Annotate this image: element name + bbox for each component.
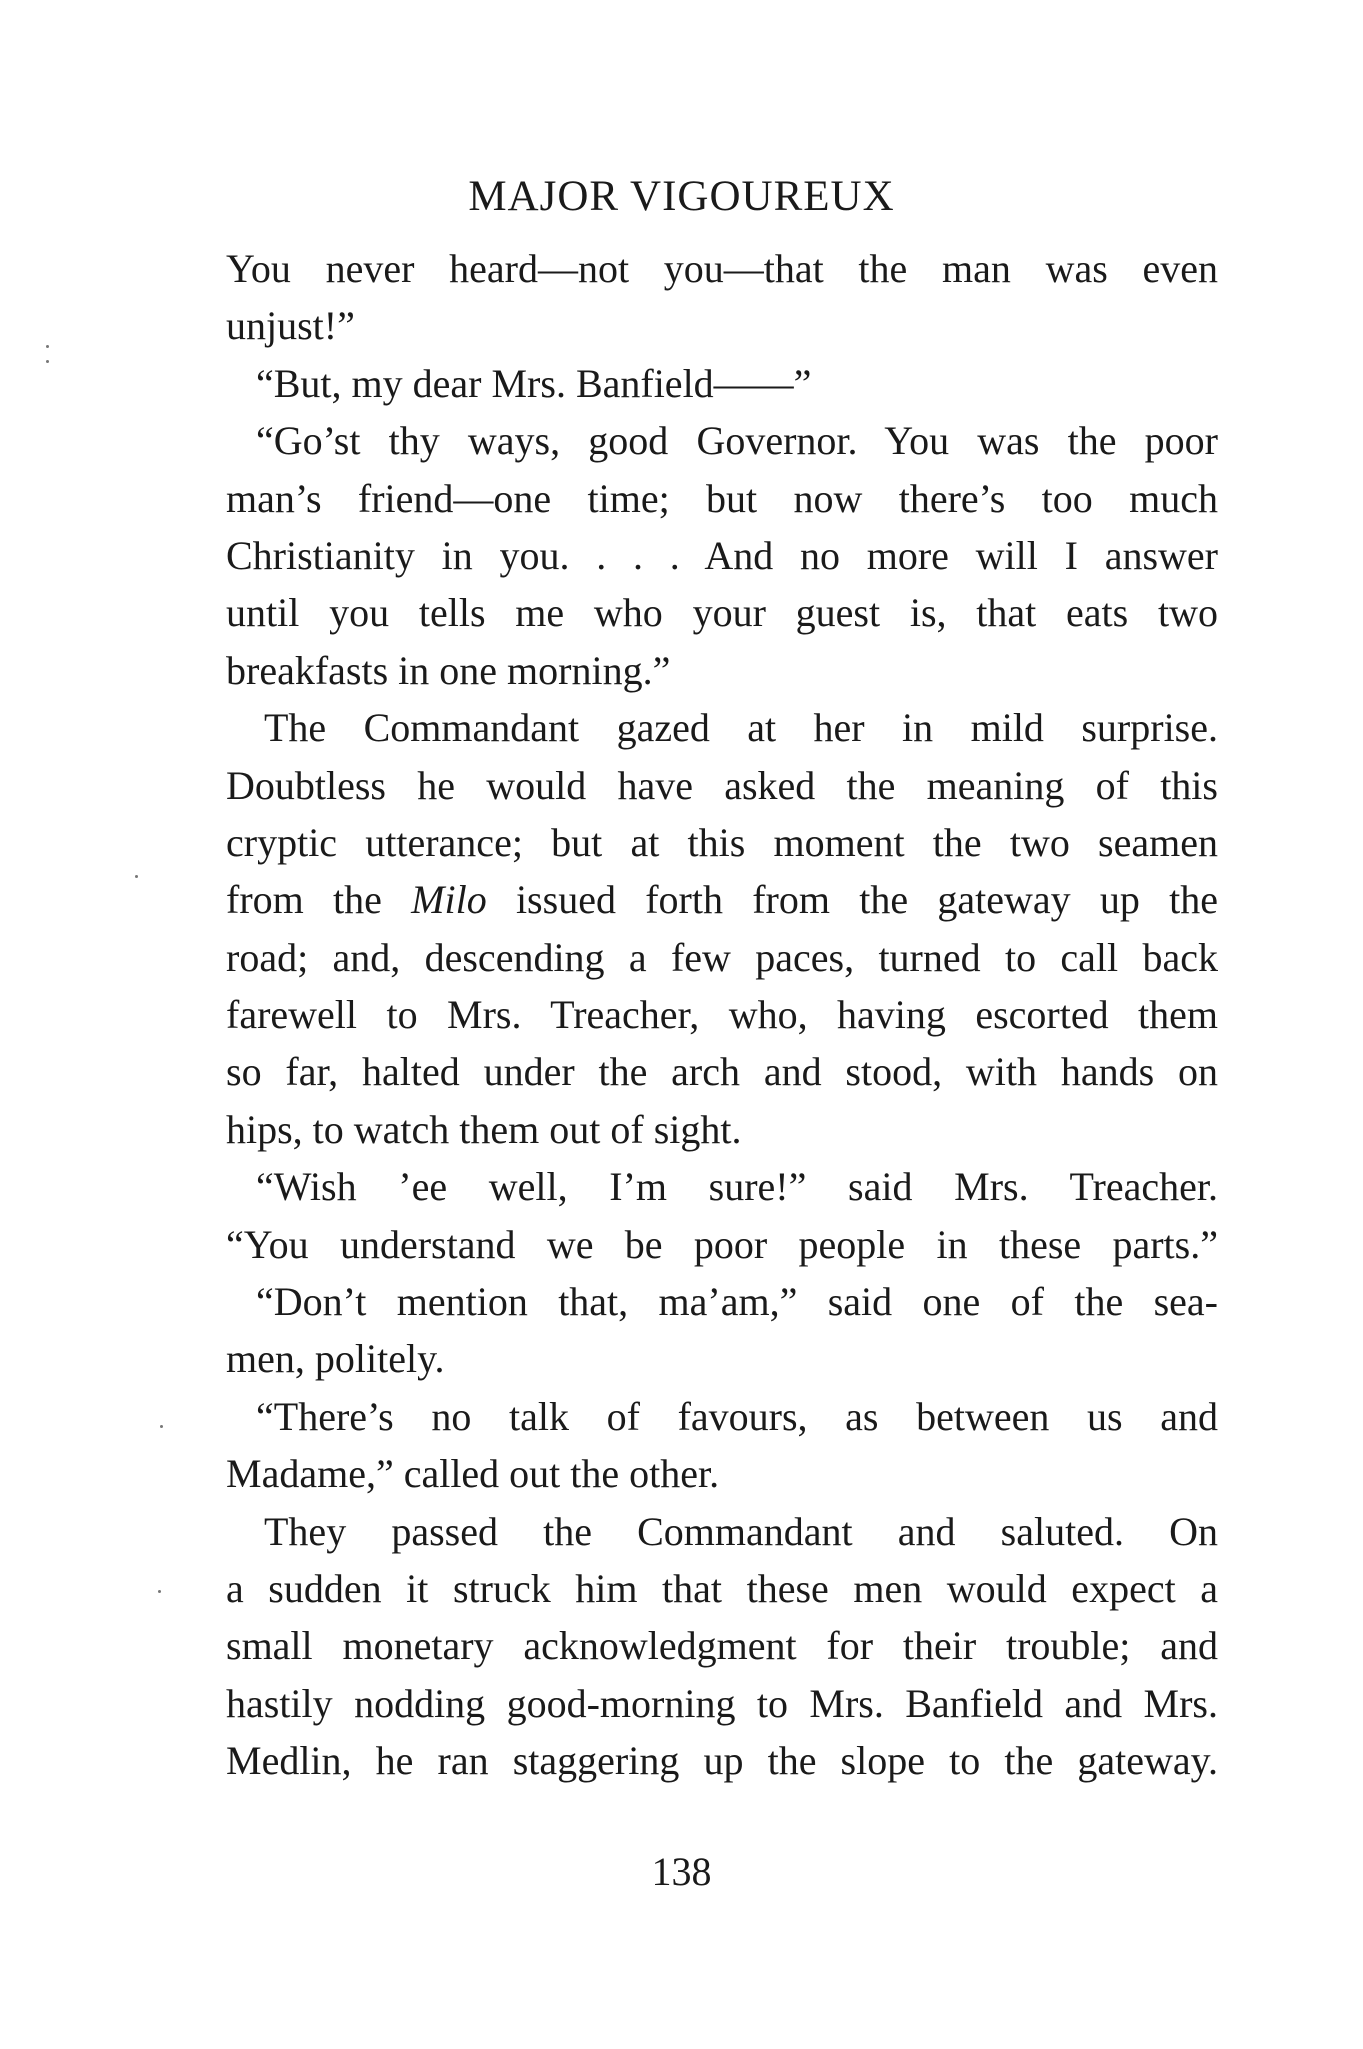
margin-speck [46,345,49,348]
text-line: from the Milo issued forth from the gateway up the [226,877,1218,923]
body-text [226,240,1218,1790]
text-line: hips, to watch them out of sight. [226,1106,742,1152]
margin-speck [135,875,138,878]
text-line: “Don’t mention that, ma’am,” said one of the sea- [256,1279,1218,1325]
text-line: unjust!” [226,303,355,349]
margin-speck [160,1425,163,1428]
ship-name: Milo [411,877,487,923]
text-line: small monetary acknowledgment for their trouble; and [226,1623,1218,1669]
text-line: hastily nodding good-morning to Mrs. Banfield and Mrs. [226,1680,1218,1726]
text-line: “There’s no talk of favours, as between us and [256,1393,1218,1439]
text-line: until you tells me who your guest is, that eats two [226,590,1218,636]
text-line: Doubtless he would have asked the meaning of this [226,762,1218,808]
text-line: “Go’st thy ways, good Governor. You was the poor [256,418,1218,464]
text-line: men, politely. [226,1336,445,1382]
text-line: Madame,” called out the other. [226,1451,720,1497]
page-number: 138 [651,1849,712,1894]
text-line: “You understand we be poor people in these parts.” [226,1221,1218,1267]
text-line: The Commandant gazed at her in mild surprise. [264,705,1218,751]
text-line: “But, my dear Mrs. Banfield——” [256,360,812,406]
text-line: Medlin, he ran staggering up the slope to the gateway. [226,1738,1218,1784]
text-line: You never heard—not you—that the man was even [226,246,1218,291]
text-line: breakfasts in one morning.” [226,647,671,693]
text-line: road; and, descending a few paces, turned to call back [226,934,1218,980]
margin-speck [46,360,49,363]
text-line: a sudden it struck him that these men would expect a [226,1565,1218,1611]
text-line: They passed the Commandant and saluted. On [264,1508,1218,1554]
text-line: Christianity in you. . . . And no more will I answer [226,532,1218,578]
text-line: “Wish ’ee well, I’m sure!” said Mrs. Treacher. [256,1164,1218,1210]
text-line: so far, halted under the arch and stood, with hands on [226,1049,1218,1095]
text-line: cryptic utterance; but at this moment the two seamen [226,819,1218,865]
margin-speck [158,1590,161,1593]
text-line: farewell to Mrs. Treacher, who, having escorted them [226,992,1218,1038]
running-title: MAJOR VIGOUREUX [468,173,895,220]
text-line: man’s friend—one time; but now there’s too much [226,475,1218,521]
